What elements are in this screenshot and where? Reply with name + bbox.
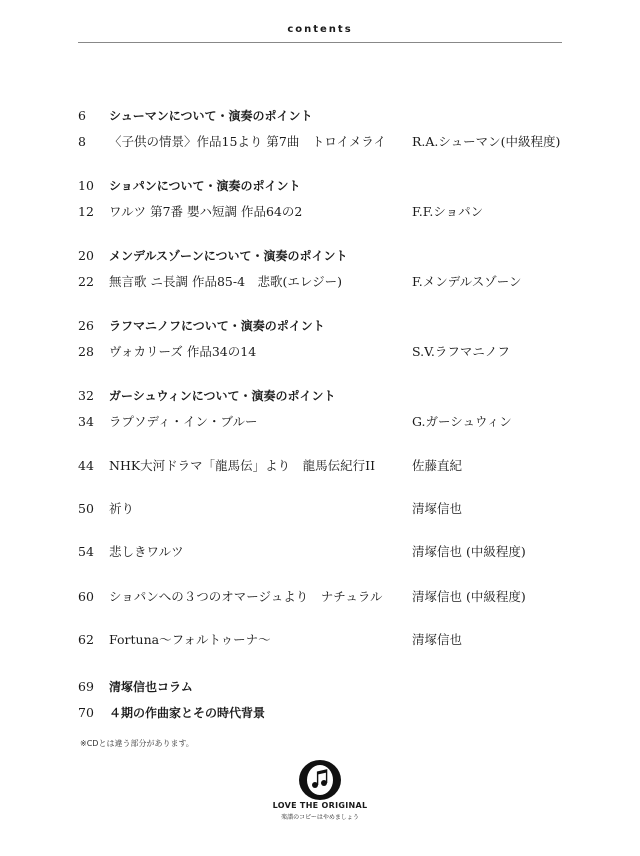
toc-page-number: 26 (78, 318, 94, 333)
logo-title: LOVE THE ORIGINAL (272, 801, 368, 810)
toc-page-number: 69 (78, 679, 94, 694)
toc-page-number: 54 (78, 544, 94, 559)
toc-title: ワルツ 第7番 嬰ハ短調 作品64の2 (109, 204, 303, 219)
toc-title: ガーシュウィンについて・演奏のポイント (109, 389, 336, 403)
toc-title: メンデルスゾーンについて・演奏のポイント (109, 249, 348, 263)
toc-title: ヴォカリーズ 作品34の14 (109, 344, 257, 359)
toc-page-number: 22 (78, 274, 94, 289)
toc-composer: 佐藤直紀 (412, 458, 463, 473)
page-header-title: contents (287, 24, 353, 35)
toc-entry (0, 587, 640, 607)
toc-title: 無言歌 ニ長調 作品85-4 悲歌(エレジー) (109, 274, 342, 289)
toc-title: 悲しきワルツ (109, 544, 184, 559)
toc-page-number: 62 (78, 632, 94, 647)
toc-composer: F.F.ショパン (412, 204, 484, 219)
toc-composer: 清塚信也 (412, 632, 463, 647)
toc-entry (0, 246, 640, 266)
toc-title: Fortuna〜フォルトゥーナ〜 (109, 632, 271, 647)
toc-entry (0, 316, 640, 336)
toc-entry (0, 132, 640, 152)
toc-page-number: 34 (78, 414, 94, 429)
toc-entry (0, 630, 640, 650)
toc-page-number: 8 (78, 134, 86, 149)
toc-entry (0, 703, 640, 723)
toc-entry (0, 499, 640, 519)
toc-page-number: 70 (78, 705, 94, 720)
toc-title: 祈り (109, 501, 135, 516)
logo-subtitle: 楽譜のコピーはやめましょう (281, 814, 359, 821)
toc-entry (0, 272, 640, 292)
footnote: ※CDとは違う部分があります。 (80, 739, 194, 748)
toc-composer: 清塚信也 (中級程度) (412, 589, 526, 604)
toc-entry (0, 677, 640, 697)
toc-title: ４期の作曲家とその時代背景 (109, 706, 266, 720)
toc-title: ショパンへの３つのオマージュより ナチュラル (109, 589, 383, 604)
toc-entry (0, 342, 640, 362)
toc-page-number: 12 (78, 204, 94, 219)
toc-entry (0, 176, 640, 196)
toc-composer: F.メンデルスゾーン (412, 274, 522, 289)
toc-page-number: 60 (78, 589, 94, 604)
header-divider (78, 42, 562, 43)
toc-title: 清塚信也コラム (109, 680, 193, 694)
toc-title: ラプソディ・イン・ブルー (109, 414, 258, 429)
toc-title: ラフマニノフについて・演奏のポイント (109, 319, 325, 333)
toc-page-number: 20 (78, 248, 94, 263)
toc-page-number: 10 (78, 178, 94, 193)
toc-title: ショパンについて・演奏のポイント (109, 179, 301, 193)
toc-page-number: 32 (78, 388, 94, 403)
toc-composer: S.V.ラフマニノフ (412, 344, 510, 359)
toc-entry (0, 202, 640, 222)
toc-page-number: 44 (78, 458, 94, 473)
toc-page-number: 28 (78, 344, 94, 359)
toc-entry (0, 386, 640, 406)
toc-entry (0, 456, 640, 476)
toc-page-number: 50 (78, 501, 94, 516)
toc-composer: 清塚信也 (中級程度) (412, 544, 526, 559)
toc-entry (0, 106, 640, 126)
toc-entry (0, 542, 640, 562)
toc-entry (0, 412, 640, 432)
toc-composer: 清塚信也 (412, 501, 463, 516)
toc-composer: R.A.シューマン(中級程度) (412, 134, 561, 149)
toc-page-number: 6 (78, 108, 86, 123)
toc-title: シューマンについて・演奏のポイント (109, 109, 313, 123)
toc-title: NHK大河ドラマ「龍馬伝」より 龍馬伝紀行II (109, 458, 376, 473)
toc-composer: G.ガーシュウィン (412, 414, 512, 429)
toc-title: 〈子供の情景〉作品15より 第7曲 トロイメライ (109, 134, 386, 149)
